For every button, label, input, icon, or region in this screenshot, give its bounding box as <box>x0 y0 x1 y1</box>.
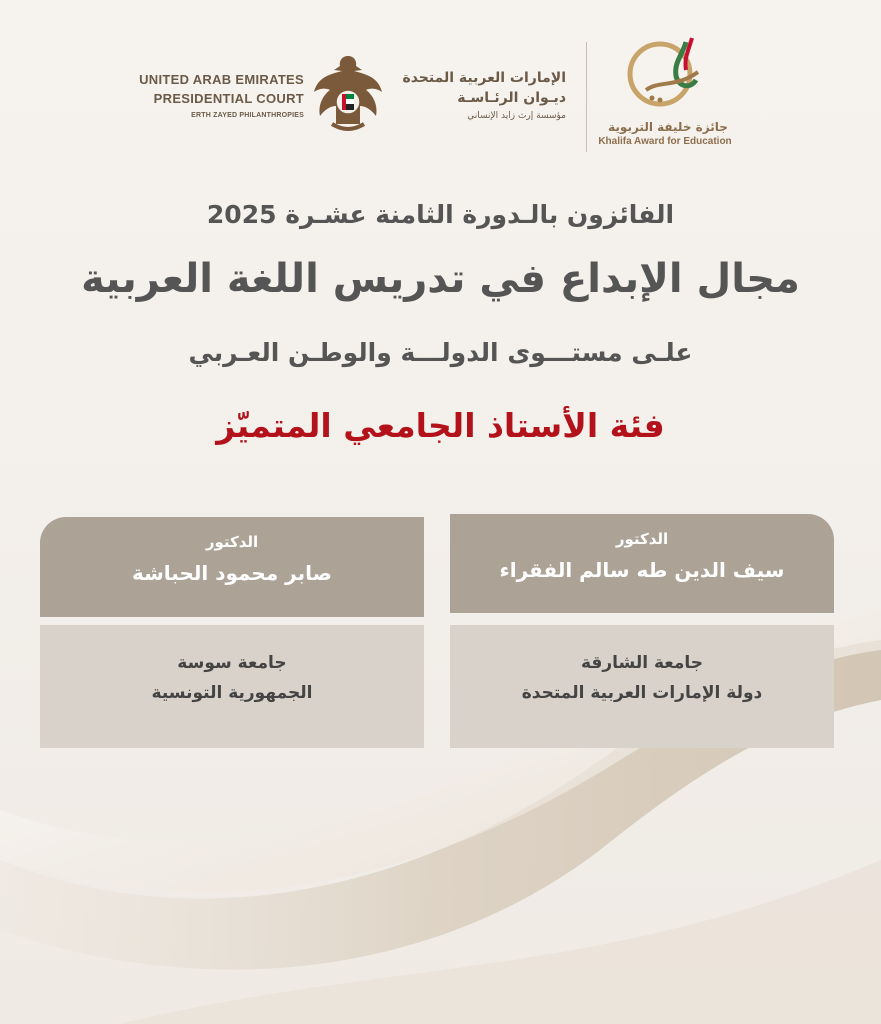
uae-line2: PRESIDENTIAL COURT <box>153 91 304 106</box>
ar-line3: مؤسسة إرث زايد الإنساني <box>467 111 566 121</box>
winner-card-header-2 <box>40 517 424 617</box>
header-divider <box>586 42 587 152</box>
level-subtitle: علـى مستـــوى الدولـــة والوطـن العـربي <box>188 338 693 367</box>
presidential-court-en <box>124 70 304 119</box>
winner-title: الدكتور <box>615 530 669 548</box>
winner-name: سيف الدين طه سالم الفقراء <box>499 558 785 582</box>
winner-university: جامعة الشارقة <box>580 653 704 673</box>
award-name-en: Khalifa Award for Education <box>598 136 732 147</box>
winner-university: جامعة سوسة <box>177 653 287 673</box>
uae-emblem-icon <box>312 52 384 138</box>
winner-name: صابر محمود الحباشة <box>132 561 332 585</box>
winner-card-body-2 <box>40 625 424 748</box>
winners-edition-heading: الفائزون بالـدورة الثامنة عشـرة 2025 <box>206 200 675 229</box>
ar-line1: الإمارات العربية المتحدة <box>402 70 566 86</box>
winner-country: دولة الإمارات العربية المتحدة <box>521 683 763 703</box>
winner-card-header-1 <box>450 514 834 613</box>
ar-line2: ديـوان الرئـاسـة <box>457 90 566 106</box>
uae-line1: UNITED ARAB EMIRATES <box>139 72 304 87</box>
winner-title: الدكتور <box>205 533 259 551</box>
award-name-ar: جائزة خليفة التربوية <box>608 120 728 134</box>
presidential-court-ar <box>388 68 566 121</box>
winner-card-body-1 <box>450 625 834 748</box>
field-title: مجال الإبداع في تدريس اللغة العربية <box>81 256 800 302</box>
uae-line3: ERTH ZAYED PHILANTHROPIES <box>191 112 304 119</box>
header <box>0 30 881 160</box>
category-title: فئة الأستاذ الجامعي المتميّز <box>216 406 665 445</box>
khalifa-award-logo-icon <box>616 32 726 114</box>
winner-country: الجمهورية التونسية <box>151 683 313 703</box>
